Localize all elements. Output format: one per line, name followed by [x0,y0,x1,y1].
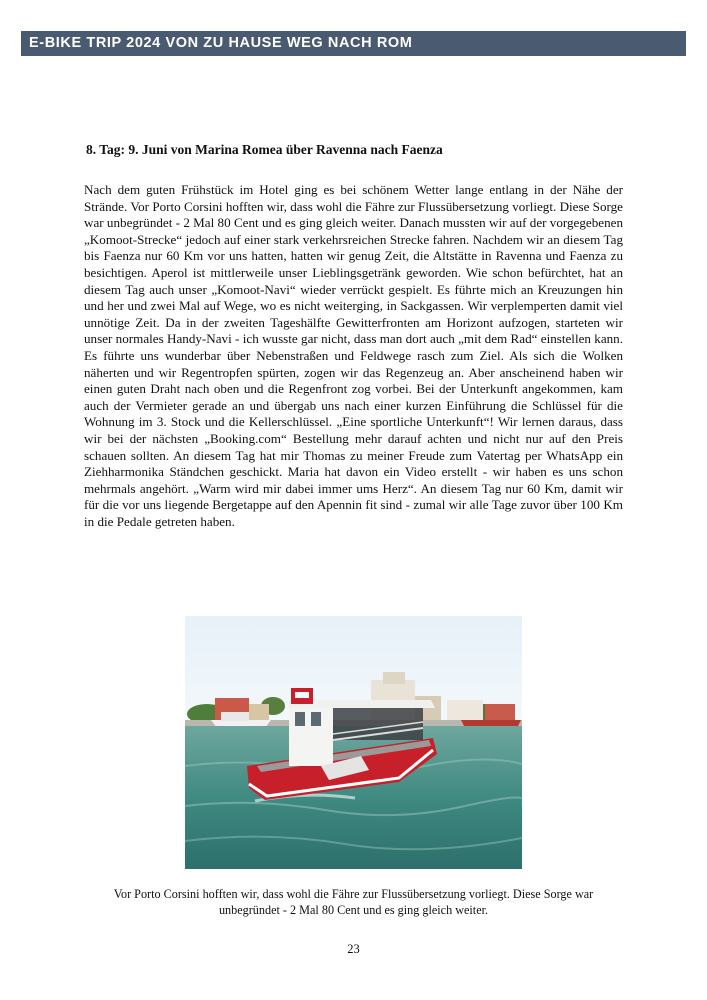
section-heading: 8. Tag: 9. Juni von Marina Romea über Ravenna nach Faenza [86,142,443,157]
ferry-photo [185,616,522,869]
page-number: 23 [347,942,360,956]
document-header-title: E-BIKE TRIP 2024 VON ZU HAUSE WEG NACH ROM [21,31,686,56]
figure-caption: Vor Porto Corsini hofften wir, dass wohl die Fähre zur Flussübersetzung vorliegt. Diese Sorge war unbegründet - 2 Mal 80 Cent und es ging gleich weiter. [113,887,594,917]
body-paragraph: Nach dem guten Frühstück im Hotel ging es bei schönem Wetter lange entlang in der Nähe der Strände. Vor Porto Corsini hofften wir, dass wohl die Fähre zur Flussübersetzung vorliegt. Diese Sorge war unbegründet - 2 Mal 80 Cent und es ging gleich weiter. Danach mussten wir auf der vorgegebenen „Komoot-Strecke“ jedoch auf einer stark verkehrsreichen Strecke fahren. Nachdem wir an diesem Tag bis Faenza nur 60 Km vor uns hatten, hatten wir genug Zeit, die Altstätte in Ravenna und Faenza zu besichtigen. Aperol ist mittlerweile unser Lieblingsgetränk geworden. Wie schon befürchtet, hat an diesem Tag auch unser „Komoot-Navi“ wieder verrückt gespielt. Es führte mich an Kreuzungen hin und her und zwei Mal auf Wege, wo es nicht weiterging, in Sackgassen. Wir verplemperten damit viel unnötige Zeit. Da in der zweiten Tageshälfte Gewitterfronten am Horizont aufzogen, starteten wir unser normales Handy-Navi - ich wusste gar nicht, dass man dort auch „mit dem Rad“ einstellen kann. Es führte uns wunderbar über Nebenstraßen und Feldwege rasch zum Ziel. Als sich die Wolken näherten und wir Regentropfen spürten, zogen wir das Regenzeug an. Aber anscheinend haben wir einen guten Draht nach oben und die Regenfront zog vorbei. Bei der Unterkunft angekommen, kam auch der Vermieter gerade an und übergab uns nach einer kurzen Einführung die Schlüssel für die Wohnung im 3. Stock und die Kellerschlüssel. „Eine sportliche Unterkunft“! Wir lernen daraus, dass wir bei der nächsten „Booking.com“ Bestellung mehr darauf achten und nicht nur auf den Preis schauen sollten. An diesem Tag hat mir Thomas zu meiner Freude zum Vatertag per WhatsApp ein Ziehharmonika Ständchen geschickt. Maria hat davon ein Video erstellt - wir haben es uns schon mehrmals angehört. „Warm wird mir dabei immer ums Herz“. An diesem Tag nur 60 Km, damit wir für die vor uns liegende Bergetappe auf den Apennin fit sind - zumal wir alle Tage zuvor über 100 Km in die Pedale getreten haben. [84,182,623,529]
